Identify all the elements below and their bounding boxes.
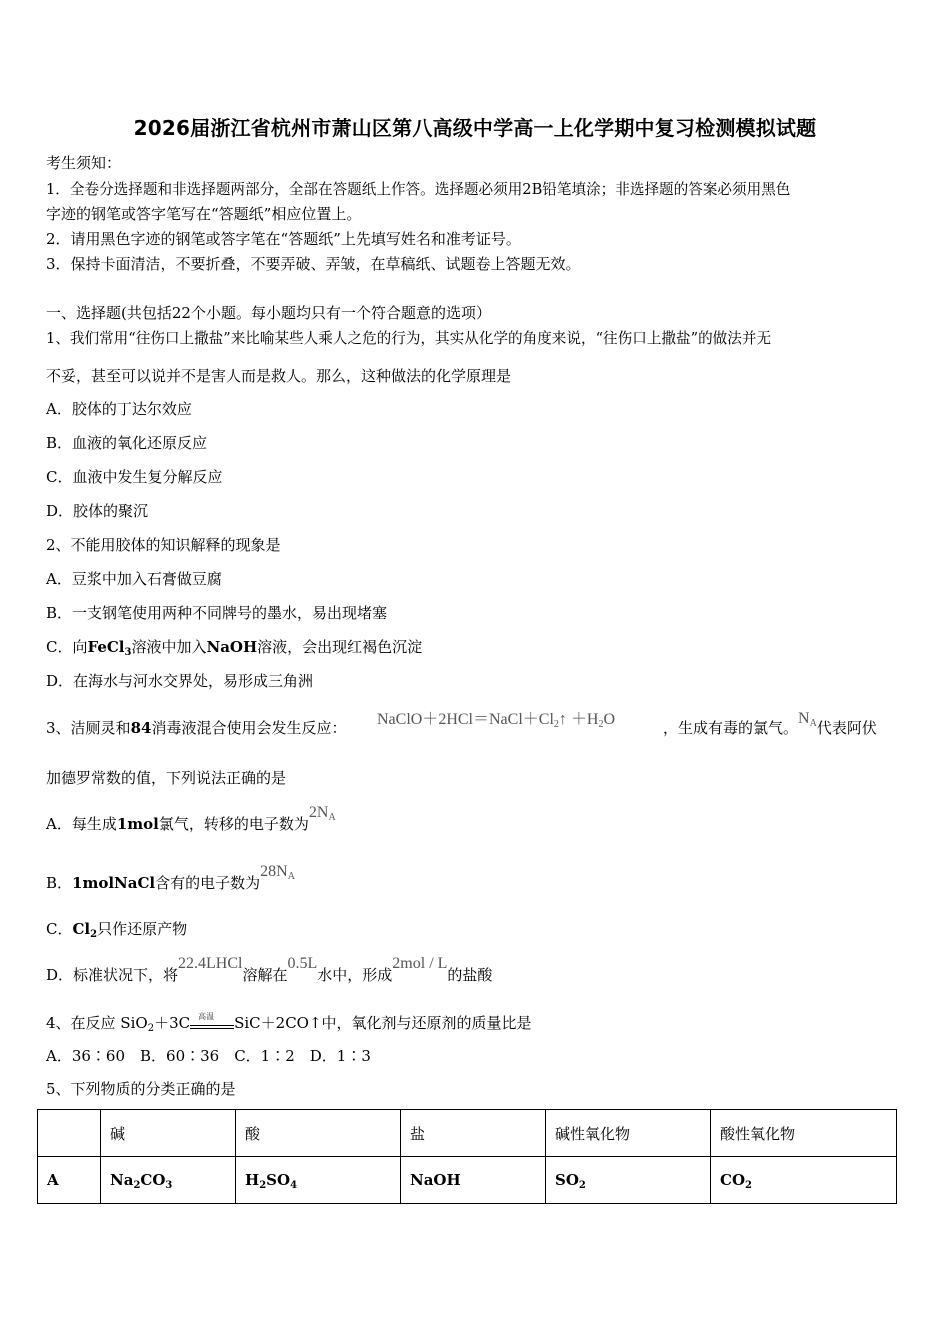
- reaction-condition-arrow: 高温: [190, 1017, 234, 1031]
- q3-stem-tail: ，生成有毒的氯气。NA代表阿伏: [663, 710, 877, 737]
- page-title: 2026届浙江省杭州市萧山区第八高级中学高一上化学期中复习检测模拟试题: [133, 116, 817, 140]
- q1-stem-line2: 不妥，甚至可以说并不是害人而是救人。那么，这种做法的化学原理是: [46, 367, 512, 385]
- table-header-cell: 酸性氧化物: [711, 1110, 897, 1157]
- q4-stem: 4、在反应 SiO$_2$＋3C 高温 SiC＋2CO↑中，氧化剂与还原剂的质量比是: [46, 1012, 532, 1034]
- table-header-cell: 碱: [101, 1110, 236, 1157]
- q2-option-a: A．豆浆中加入石膏做豆腐: [46, 570, 222, 588]
- table-header-cell: 碱性氧化物: [546, 1110, 711, 1157]
- q1-option-a: A．胶体的丁达尔效应: [46, 400, 192, 418]
- table-header-cell: 酸: [236, 1110, 401, 1157]
- q4-options: A．36∶60 B．60∶36 C．1∶2 D．1∶3: [46, 1047, 371, 1065]
- q3-option-d: D．标准状况下，将22.4LHCl溶解在0.5L水中，形成2mol / L的盐酸: [46, 955, 493, 984]
- table-header-cell: [38, 1110, 101, 1157]
- notice-line-2: 2．请用黑色字迹的钢笔或答字笔在“答题纸”上先填写姓名和准考证号。: [46, 230, 521, 248]
- cell-basic-oxide: $SO_2$: [546, 1157, 711, 1204]
- cell-salt: NaOH: [401, 1157, 546, 1204]
- q2-option-c: C．向FeCl$_3$溶液中加入NaOH溶液，会出现红褐色沉淀: [46, 638, 423, 658]
- q2-option-d: D．在海水与河水交界处，易形成三角洲: [46, 672, 314, 690]
- classification-table: [37, 1109, 897, 1204]
- table-header-row: [38, 1110, 897, 1157]
- section-heading: 一、选择题(共包括22个小题。每小题均只有一个符合题意的选项）: [46, 304, 491, 322]
- notice-line-1: 1．全卷分选择题和非选择题两部分，全部在答题纸上作答。选择题必须用2B铅笔填涂；非选择题的答案必须用黑色: [46, 181, 791, 198]
- table-header-cell: 盐: [401, 1110, 546, 1157]
- q3-option-c: C．$Cl_2$只作还原产物: [46, 920, 188, 940]
- cell-base: $Na_2CO_3$: [101, 1157, 236, 1204]
- table-row: [38, 1157, 897, 1204]
- q1-option-b: B．血液的氧化还原反应: [46, 434, 208, 452]
- q2-option-b: B．一支钢笔使用两种不同牌号的墨水，易出现堵塞: [46, 604, 388, 622]
- notice-heading: 考生须知：: [46, 154, 122, 172]
- q3-equation: NaClO＋2HCl＝NaCl＋Cl2↑ ＋H2O: [377, 711, 616, 730]
- q3-stem-line1: 3、洁厕灵和84消毒液混合使用会发生反应：: [46, 719, 347, 737]
- row-label: A: [38, 1157, 101, 1204]
- q1-option-d: D．胶体的聚沉: [46, 502, 149, 520]
- q1-stem-line1: 1、我们常用“往伤口上撒盐”来比喻某些人乘人之危的行为，其实从化学的角度来说，“往伤口上撒盐”的做法并无: [46, 330, 772, 347]
- q1-option-c: C．血液中发生复分解反应: [46, 468, 223, 486]
- q5-stem: 5、下列物质的分类正确的是: [46, 1080, 236, 1098]
- q3-option-a: A．每生成1mol氯气，转移的电子数为2NA: [46, 804, 336, 833]
- q3-option-b: B．1molNaCl含有的电子数为28NA: [46, 863, 295, 892]
- q3-stem-line2: 加德罗常数的值，下列说法正确的是: [46, 769, 287, 787]
- cell-acidic-oxide: $CO_2$: [711, 1157, 897, 1204]
- notice-line-3: 3．保持卡面清洁，不要折叠，不要弄破、弄皱，在草稿纸、试题卷上答题无效。: [46, 255, 581, 273]
- q2-stem: 2、不能用胶体的知识解释的现象是: [46, 536, 281, 554]
- cell-acid: $H_2SO_4$: [236, 1157, 401, 1204]
- notice-line-1b: 字迹的钢笔或答字笔写在“答题纸”相应位置上。: [46, 205, 362, 223]
